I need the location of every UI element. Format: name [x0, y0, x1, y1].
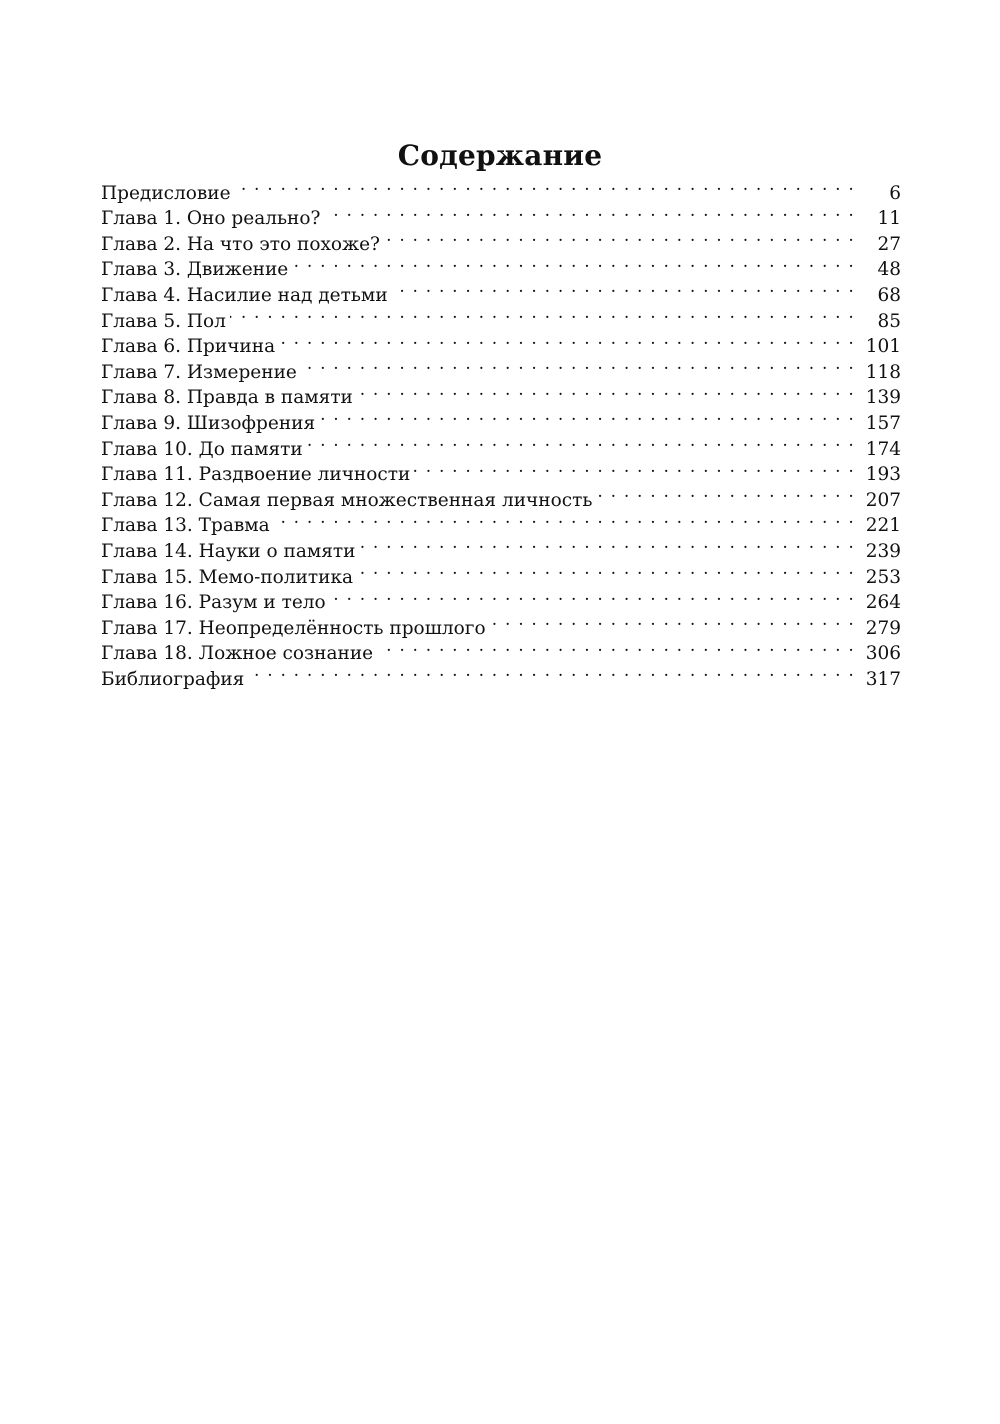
toc-entry-title: Предисловие [101, 181, 235, 207]
toc-leader-dots [490, 608, 855, 634]
toc-entry-title: Библиография [101, 667, 248, 693]
toc-entry-title: Глава 17. Неопределённость прошлого [101, 616, 490, 642]
toc-leader-dots [248, 659, 855, 685]
toc-entry-title: Глава 1. Оно реально? [101, 206, 324, 232]
toc-entry-title: Глава 15. Мемо-политика [101, 565, 357, 591]
toc-page-number: 27 [877, 233, 901, 255]
toc-entry-title: Глава 13. Травма [101, 513, 274, 539]
toc-page-number: 85 [877, 310, 901, 332]
toc-leader-dots [319, 403, 855, 429]
toc-leader-dots [324, 199, 855, 225]
toc-page-number: 317 [865, 668, 901, 690]
toc-page-number: 48 [877, 259, 901, 281]
toc-page-number: 101 [865, 336, 901, 358]
toc-entry-title: Глава 6. Причина [101, 334, 279, 360]
toc-leader-dots [292, 250, 855, 276]
toc-entry-title: Глава 11. Раздвоение личности [101, 462, 414, 488]
toc-leader-dots [357, 557, 855, 583]
toc-leader-dots [230, 301, 855, 327]
page-title: Содержание [397, 138, 603, 172]
toc-leader-dots [596, 480, 855, 506]
toc-leader-dots [359, 531, 855, 557]
toc-entry-title: Глава 3. Движение [101, 257, 292, 283]
toc-page-number: 239 [865, 540, 901, 562]
toc-entry-title: Глава 12. Самая первая множественная личность [101, 488, 596, 514]
toc-entry-title: Глава 2. На что это похоже? [101, 232, 384, 258]
toc-leader-dots [384, 224, 855, 250]
toc-entry-title: Глава 8. Правда в памяти [101, 385, 357, 411]
toc-entry-title: Глава 16. Разум и тело [101, 590, 330, 616]
toc-leader-dots [357, 378, 855, 404]
toc-page-number: 207 [865, 489, 901, 511]
table-of-contents [101, 173, 901, 690]
toc-leader-dots [274, 506, 855, 532]
toc-leader-dots [301, 352, 855, 378]
toc-leader-dots [392, 275, 855, 301]
toc-page-number: 174 [865, 438, 901, 460]
toc-page-number: 264 [865, 592, 901, 614]
toc-leader-dots [307, 429, 855, 455]
toc-leader-dots [279, 327, 855, 353]
toc-entry-title: Глава 18. Ложное сознание [101, 641, 377, 667]
toc-page-number: 221 [865, 515, 901, 537]
toc-entry-title: Глава 9. Шизофрения [101, 411, 319, 437]
toc-page-number: 6 [889, 182, 901, 204]
toc-leader-dots [235, 173, 855, 199]
toc-page-number: 118 [865, 361, 901, 383]
toc-leader-dots [414, 455, 855, 481]
toc-leader-dots [330, 583, 855, 609]
toc-page-number: 253 [865, 566, 901, 588]
toc-entry [101, 173, 901, 204]
toc-entry-title: Глава 5. Пол [101, 309, 230, 335]
toc-page-number: 11 [877, 208, 901, 230]
toc-page-number: 306 [865, 643, 901, 665]
toc-page-number: 139 [865, 387, 901, 409]
toc-entry-title: Глава 10. До памяти [101, 437, 307, 463]
toc-entry-title: Глава 7. Измерение [101, 360, 301, 386]
toc-leader-dots [377, 634, 855, 660]
toc-entry-title: Глава 4. Насилие над детьми [101, 283, 392, 309]
toc-page-number: 279 [865, 617, 901, 639]
toc-page-number: 157 [865, 412, 901, 434]
toc-page-number: 68 [877, 284, 901, 306]
toc-page-number: 193 [865, 464, 901, 486]
toc-entry-title: Глава 14. Науки о памяти [101, 539, 359, 565]
